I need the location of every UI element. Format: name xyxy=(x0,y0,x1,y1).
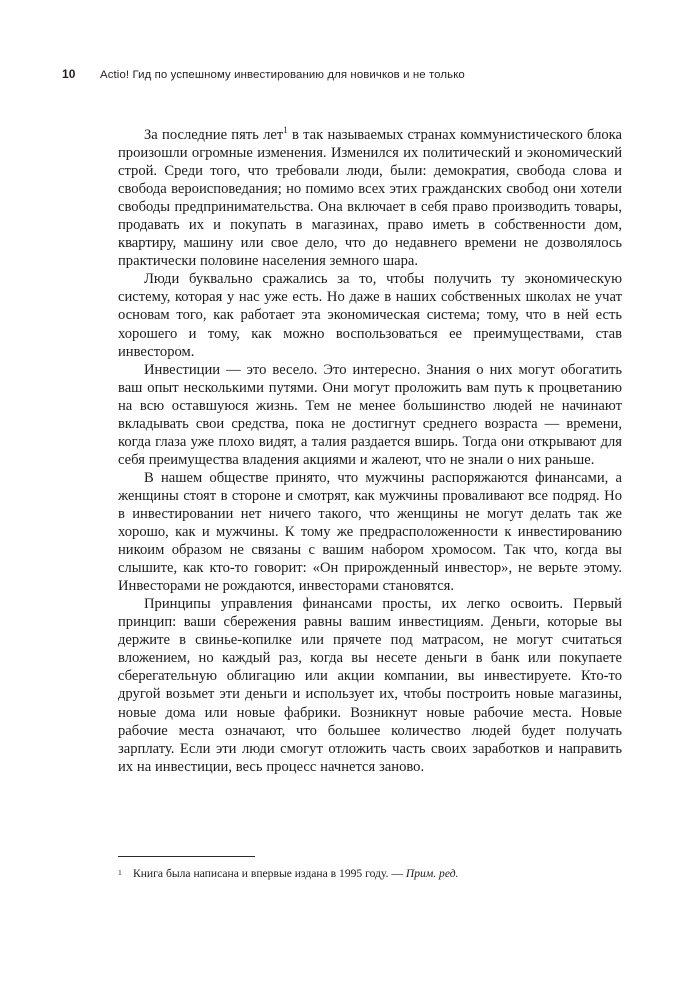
footnote-reference-1[interactable]: 1 xyxy=(283,125,288,136)
running-title: Actio! Гид по успешному инвестированию для новичков и не только xyxy=(100,69,465,81)
footnote-marker: 1 xyxy=(118,868,122,877)
paragraph-5: Принципы управления финансами просты, их легко освоить. Первый принцип: ваши сбережения равны вашим инвестициям. Деньги, которые вы держите в свинье-копилке или прячете под матрасом, не могут считаться вложением, но каждый раз, когда вы несете деньги в банк или покупаете сберегательную облигацию или акции компании, вы инвестируете. Кто-то другой возьмет эти деньги и использует их, чтобы построить новые магазины, новые дома или новые фабрики. Возникнут новые рабочие места. Новые рабочие места означают, что большее количество людей будет получать зарплату. Если эти люди смогут отложить часть своих заработков и направить их на инвестиции, весь процесс начнется заново. xyxy=(118,596,622,775)
paragraph-4: В нашем обществе принято, что мужчины распоряжаются финансами, а женщины стоят в стороне и смотрят, как мужчины проваливают все подряд. Но в инвестировании нет ничего такого, что женщины не могут делать так же хорошо, как и мужчины. К тому же предрасположенности к инвестированию никоим образом не связаны с вашим набором хромосом. Так что, когда вы слышите, как кто-то говорит: «Он прирожденный инвестор», не верьте этому. Инвесторами не рождаются, инвесторами становятся. xyxy=(118,469,622,595)
footnote-separator-rule xyxy=(118,856,255,857)
running-head xyxy=(62,68,631,88)
paragraph-1-text-after-note: в так называемых странах коммунистического блока произошли огромные изменения. Изменился их политический и экономический строй. Среди того, что требовали люди, были: демократия, свобода слова и свобода вероисповедания; но помимо всех этих гражданских свобод они хотели свободы предпринимательства. Она включает в себя право производить товары, продавать их и покупать в магазинах, право иметь в собственности дом, квартиру, машину или свое дело, что до недавнего времени не дозволялось практически половине населения земного шара. xyxy=(118,127,623,270)
footnote-zone xyxy=(118,856,622,881)
paragraph-1 xyxy=(118,126,622,270)
paragraph-3: Инвестиции — это весело. Это интересно. Знания о них могут обогатить ваш опыт несколькими путями. Они могут проложить вам путь к процветанию на всю оставшуюся жизнь. Тем не менее большинство людей не начинают вкладывать свои средства, пока не достигнут среднего возраста — времени, когда глаза уже плохо видят, а талия раздается вширь. Тогда они открывают для себя преимущества владения акциями и жалеют, что не знали о них раньше. xyxy=(118,361,622,468)
footnote-text-italic: Прим. ред. xyxy=(405,867,459,880)
page-number: 10 xyxy=(62,67,76,81)
paragraph-2: Люди буквально сражались за то, чтобы получить ту экономическую систему, которая у нас уже есть. Но даже в наших собственных школах не учат основам того, как работает эта экономическая система; тому, что в ней есть хорошего и тому, как можно воспользоваться ее преимуществами, став инвестором. xyxy=(118,271,622,360)
footnote-text xyxy=(133,867,458,880)
footnote-item xyxy=(118,866,622,881)
paragraph-1-text-before-note: За последние пять лет xyxy=(144,127,284,143)
text-block xyxy=(118,126,622,776)
footnote-text-plain: Книга была написана и впервые издана в 1995 году. — xyxy=(133,867,406,880)
